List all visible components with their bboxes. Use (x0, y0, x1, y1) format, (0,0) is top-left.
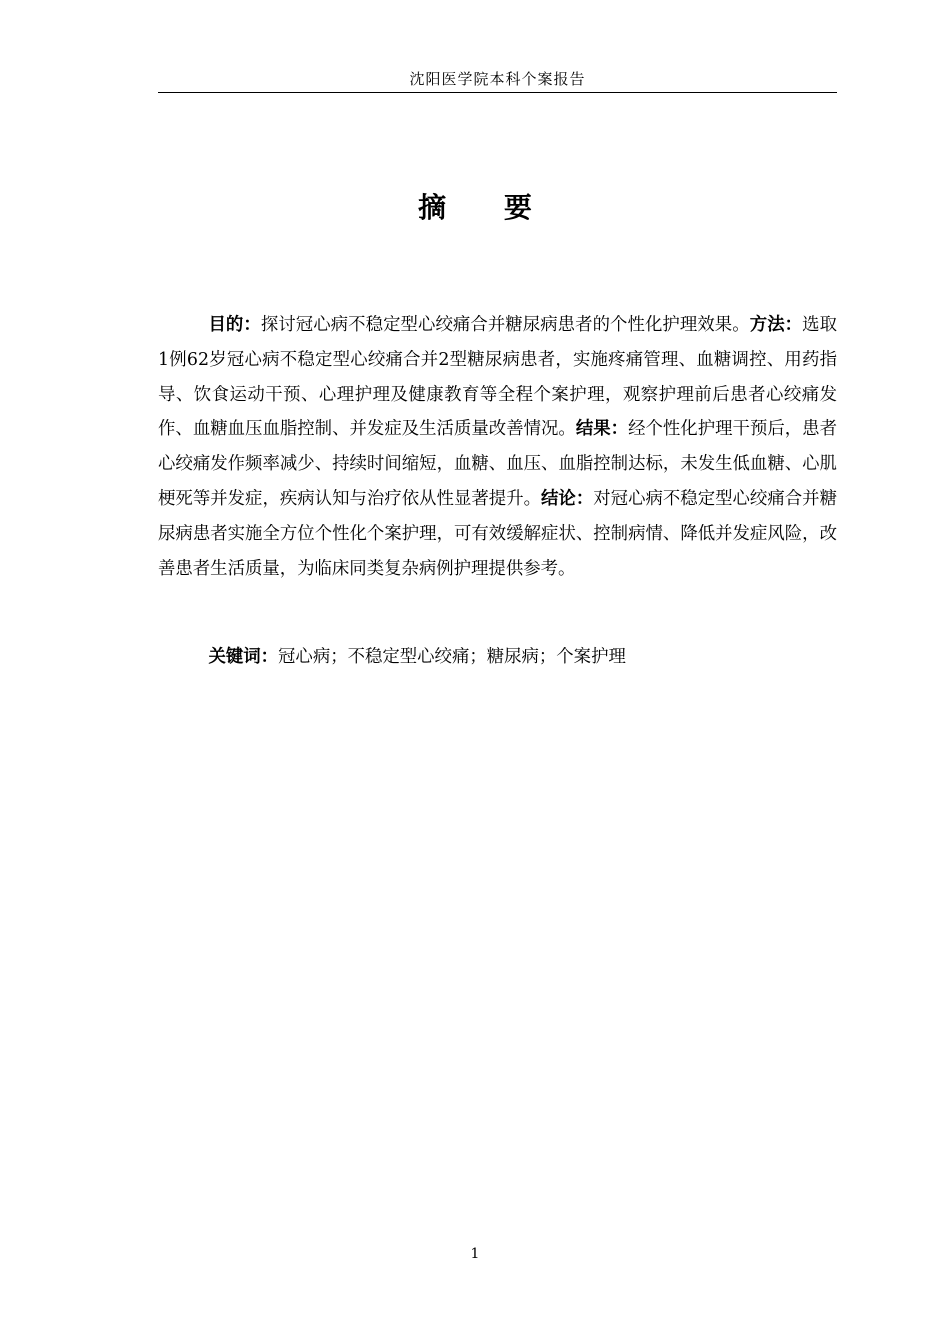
keywords-text: 冠心病；不稳定型心绞痛；糖尿病；个案护理 (278, 647, 626, 667)
results-text: 经个性化护理干预后，患者心绞痛发作频率减少、持续时间缩短，血糖、血压、血脂控制达标，未发生低血糖、心肌梗死等并发症，疾病认知与治疗依从性显著提升。 (158, 419, 837, 509)
objective-label: 目的： (208, 315, 261, 335)
page-header (158, 68, 837, 93)
methods-label: 方法： (749, 315, 803, 335)
page-number: 1 (470, 1246, 480, 1262)
objective-text: 探讨冠心病不稳定型心绞痛合并糖尿病患者的个性化护理效果。 (260, 315, 750, 335)
results-label: 结果： (575, 419, 629, 440)
conclusion-text: 对冠心病不稳定型心绞痛合并糖尿病患者实施全方位个性化个案护理，可有效缓解症状、控制病情、降低并发症风险，改善患者生活质量，为临床同类复杂病例护理提供参考。 (158, 488, 837, 579)
abstract-heading: 摘 要 (418, 191, 556, 224)
abstract-paragraph (158, 308, 837, 586)
methods-text: 选取1例62岁冠心病不稳定型心绞痛合并2型糖尿病患者，实施疼痛管理、血糖调控、用药指导、饮食运动干预、心理护理及健康教育等全程个案护理，观察护理前后患者心绞痛发作、血糖血压血脂控制、并发症及生活质量改善情况。 (158, 315, 837, 440)
header-title: 沈阳医学院本科个案报告 (409, 70, 586, 88)
conclusion-label: 结论： (541, 488, 594, 509)
keywords-line (158, 640, 837, 675)
keywords-label: 关键词： (208, 647, 279, 667)
